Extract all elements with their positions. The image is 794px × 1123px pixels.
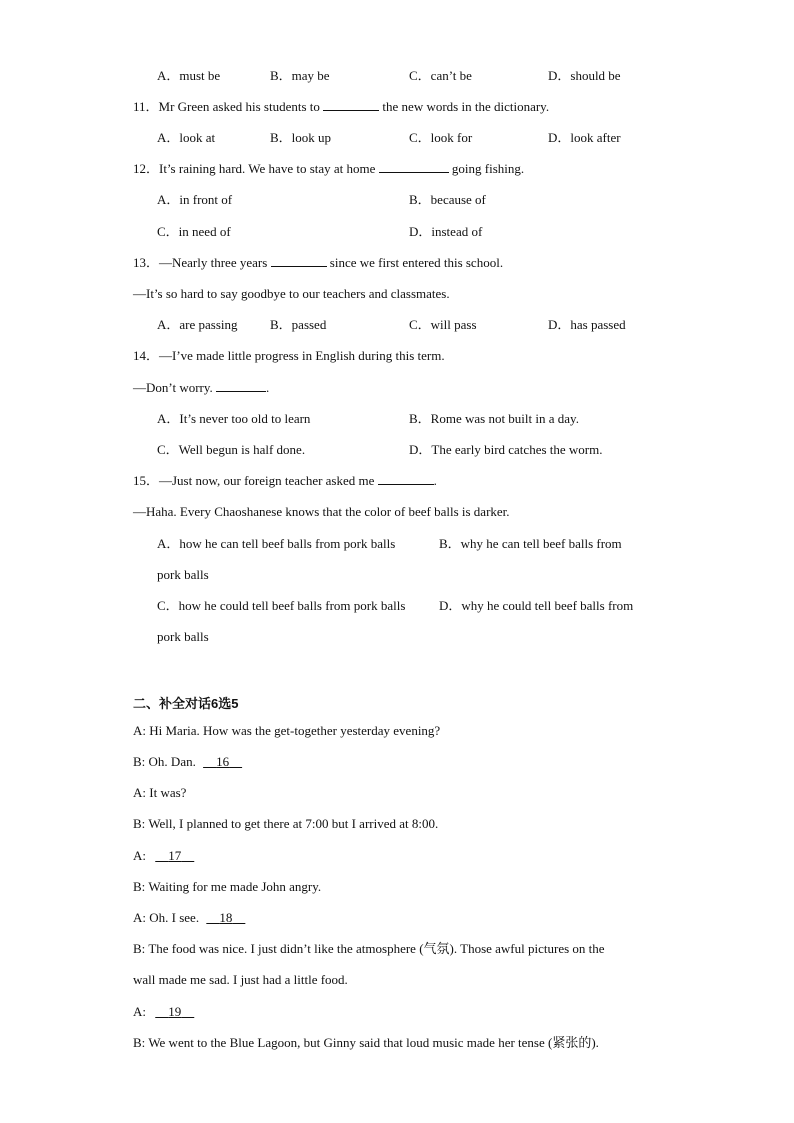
q14-option-c[interactable]: C．Well begun is half done. <box>157 442 306 457</box>
dialogue-line <box>133 814 438 834</box>
q15-option-d-continued[interactable]: pork balls <box>157 629 209 644</box>
section-heading: 二、补全对话6选5 <box>133 696 239 711</box>
q14-option-a[interactable]: A．It’s never too old to learn <box>157 411 311 426</box>
q11-option-c[interactable]: C．look for <box>409 130 473 145</box>
q12-stem <box>133 159 524 179</box>
q14-stem: 14．—I’ve made little progress in English during this term. <box>133 348 445 363</box>
dialogue-line <box>133 877 321 897</box>
dialogue-line <box>133 1002 194 1022</box>
q13-stem-before: 13．—Nearly three years <box>133 255 268 270</box>
q11-option-d[interactable]: D．look after <box>548 130 621 145</box>
q12-stem-before: 12．It’s raining hard. We have to stay at home <box>133 161 376 176</box>
q13-stem-after: since we first entered this school. <box>329 255 504 270</box>
q12-option-c[interactable]: C．in need of <box>157 224 231 239</box>
q12-option-a[interactable]: A．in front of <box>157 192 233 207</box>
q12-option-d[interactable]: D．instead of <box>409 224 483 239</box>
q13-option-b[interactable]: B．passed <box>270 317 327 332</box>
q12-option-b[interactable]: B．because of <box>409 192 486 207</box>
dialogue-line <box>133 1033 599 1053</box>
q13-stem <box>133 253 503 273</box>
speaker-label: B: <box>133 941 146 956</box>
q11-option-a[interactable]: A．look at <box>157 130 216 145</box>
q12-blank <box>379 159 449 173</box>
dialogue-text: We went to the Blue Lagoon, but Ginny said that loud music made her tense (紧张的). <box>148 1035 599 1050</box>
dialogue-line <box>133 752 242 772</box>
speaker-label: B: <box>133 1035 146 1050</box>
dialogue-text: It was? <box>149 785 187 800</box>
q15-stem-before: 15．—Just now, our foreign teacher asked me <box>133 473 375 488</box>
speaker-label: A: <box>133 910 146 925</box>
q11-stem-before: 11．Mr Green asked his students to <box>133 99 320 114</box>
q15-stem <box>133 471 437 491</box>
dialogue-line <box>133 846 194 866</box>
answer-blank-19[interactable]: 19 <box>168 1004 182 1019</box>
q13-option-a[interactable]: A．are passing <box>157 317 238 332</box>
dialogue-line <box>133 721 440 741</box>
dialogue-text: The food was nice. I just didn’t like the atmosphere (气氛). Those awful pictures on the <box>148 941 605 956</box>
speaker-label: A: <box>133 1004 146 1019</box>
q15-option-b[interactable]: B．why he can tell beef balls from <box>439 536 622 551</box>
q15-option-b-continued[interactable]: pork balls <box>157 567 209 582</box>
q15-option-a[interactable]: A．how he can tell beef balls from pork balls <box>157 536 396 551</box>
dialogue-text: Well, I planned to get there at 7:00 but I arrived at 8:00. <box>148 816 439 831</box>
q14-blank <box>216 378 266 392</box>
answer-blank-18[interactable]: 18 <box>219 910 233 925</box>
q10-option-b[interactable]: B．may be <box>270 68 330 83</box>
dialogue-text: Oh. Dan. <box>148 754 196 769</box>
dialogue-line <box>133 970 348 990</box>
q14-option-b[interactable]: B．Rome was not built in a day. <box>409 411 579 426</box>
speaker-label: B: <box>133 754 146 769</box>
dialogue-text: Oh. I see. <box>149 910 200 925</box>
dialogue-line <box>133 939 605 959</box>
q14-option-d[interactable]: D．The early bird catches the worm. <box>409 442 603 457</box>
q14-reply-after: . <box>266 380 270 395</box>
dialogue-line <box>133 783 186 803</box>
q15-option-d[interactable]: D．why he could tell beef balls from <box>439 598 634 613</box>
q13-reply: —It’s so hard to say goodbye to our teachers and classmates. <box>133 286 450 301</box>
q10-option-a[interactable]: A．must be <box>157 68 221 83</box>
q10-option-c[interactable]: C．can’t be <box>409 68 472 83</box>
q11-option-b[interactable]: B．look up <box>270 130 332 145</box>
dialogue-text: Waiting for me made John angry. <box>148 879 322 894</box>
q13-option-d[interactable]: D．has passed <box>548 317 626 332</box>
speaker-label: B: <box>133 816 146 831</box>
q11-blank <box>323 97 379 111</box>
q15-blank <box>378 471 434 485</box>
dialogue-line <box>133 908 245 928</box>
dialogue-text: Hi Maria. How was the get-together yesterday evening? <box>149 723 441 738</box>
q14-reply-before: —Don’t worry. <box>133 380 213 395</box>
q11-stem-after: the new words in the dictionary. <box>382 99 550 114</box>
q10-option-d[interactable]: D．should be <box>548 68 621 83</box>
q12-stem-after: going fishing. <box>451 161 525 176</box>
q13-option-c[interactable]: C．will pass <box>409 317 477 332</box>
speaker-label: A: <box>133 785 146 800</box>
speaker-label: A: <box>133 848 146 863</box>
q15-option-c[interactable]: C．how he could tell beef balls from pork balls <box>157 598 406 613</box>
answer-blank-17[interactable]: 17 <box>168 848 182 863</box>
q15-reply: —Haha. Every Chaoshanese knows that the color of beef balls is darker. <box>133 504 510 519</box>
speaker-label: B: <box>133 879 146 894</box>
q15-stem-after: . <box>433 473 437 488</box>
q11-stem <box>133 97 549 117</box>
q14-reply <box>133 378 269 398</box>
dialogue-text: wall made me sad. I just had a little food. <box>133 972 348 987</box>
answer-blank-16[interactable]: 16 <box>216 754 230 769</box>
speaker-label: A: <box>133 723 146 738</box>
q13-blank <box>271 253 327 267</box>
